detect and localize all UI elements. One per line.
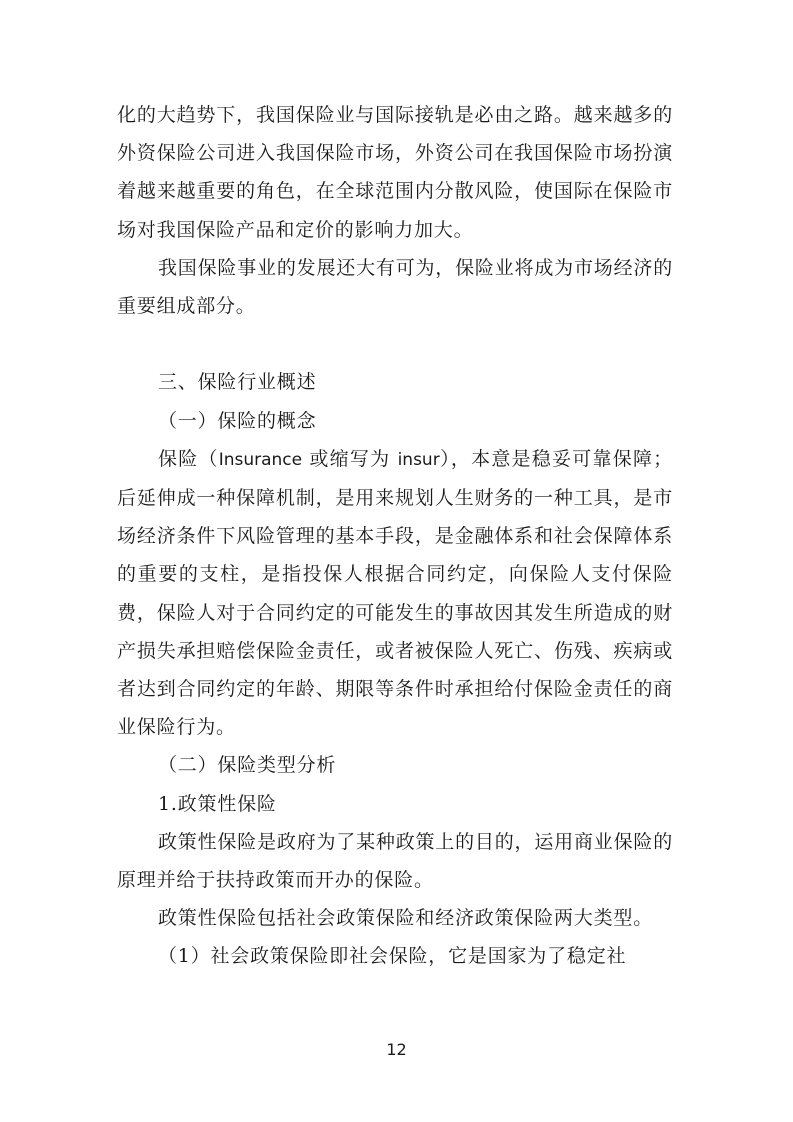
- page-number: 12: [386, 1040, 407, 1059]
- section-title: 三、保险行业概述: [158, 371, 317, 394]
- blank-line: [117, 325, 673, 363]
- paragraph-social-insurance: （1）社会政策保险即社会保险，它是国家为了稳定社: [158, 945, 627, 968]
- document-body: [117, 96, 673, 976]
- item-title-policy-insurance: 1.政策性保险: [158, 792, 277, 815]
- concept-mid: 或缩写为: [302, 447, 398, 470]
- paragraph-intl-trend: 化的大趋势下，我国保险业与国际接轨是必由之路。越来越多的外资保险公司进入我国保险市场，外资公司在我国保险市场扮演着越来越重要的角色，在全球范围内分散风险，使国际在保险市场对我国保险产品和定价的影响力加大。: [117, 104, 673, 241]
- subsection-title-concept: （一）保险的概念: [158, 409, 317, 432]
- concept-rest: ），本意是稳妥可靠保障；后延伸成一种保障机制，是用来规划人生财务的一种工具，是市场经济条件下风险管理的基本手段，是金融体系和社会保障体系的重要的支柱，是指投保人根据合同约定，向保险人支付保险费，保险人对于合同约定的可能发生的事故因其发生所造成的财产损失承担赔偿保险金责任，或者被保险人死亡、伤残、疾病或者达到合同约定的年龄、期限等条件时承担给付保险金责任的商业保险行为。: [117, 447, 673, 739]
- concept-lead: 保险（: [158, 447, 219, 470]
- concept-term: Insurance: [218, 449, 303, 470]
- paragraph-policy-categories: 政策性保险包括社会政策保险和经济政策保险两大类型。: [158, 907, 654, 930]
- subsection-title-types: （二）保险类型分析: [158, 754, 337, 777]
- paragraph-policy-definition: 政策性保险是政府为了某种政策上的目的，运用商业保险的原理并给于扶持政策而开办的保险。: [117, 830, 673, 892]
- paragraph-insurance-concept: [117, 440, 673, 747]
- concept-abbr: insur: [397, 449, 440, 470]
- paragraph-outlook: 我国保险事业的发展还大有可为，保险业将成为市场经济的重要组成部分。: [117, 256, 673, 318]
